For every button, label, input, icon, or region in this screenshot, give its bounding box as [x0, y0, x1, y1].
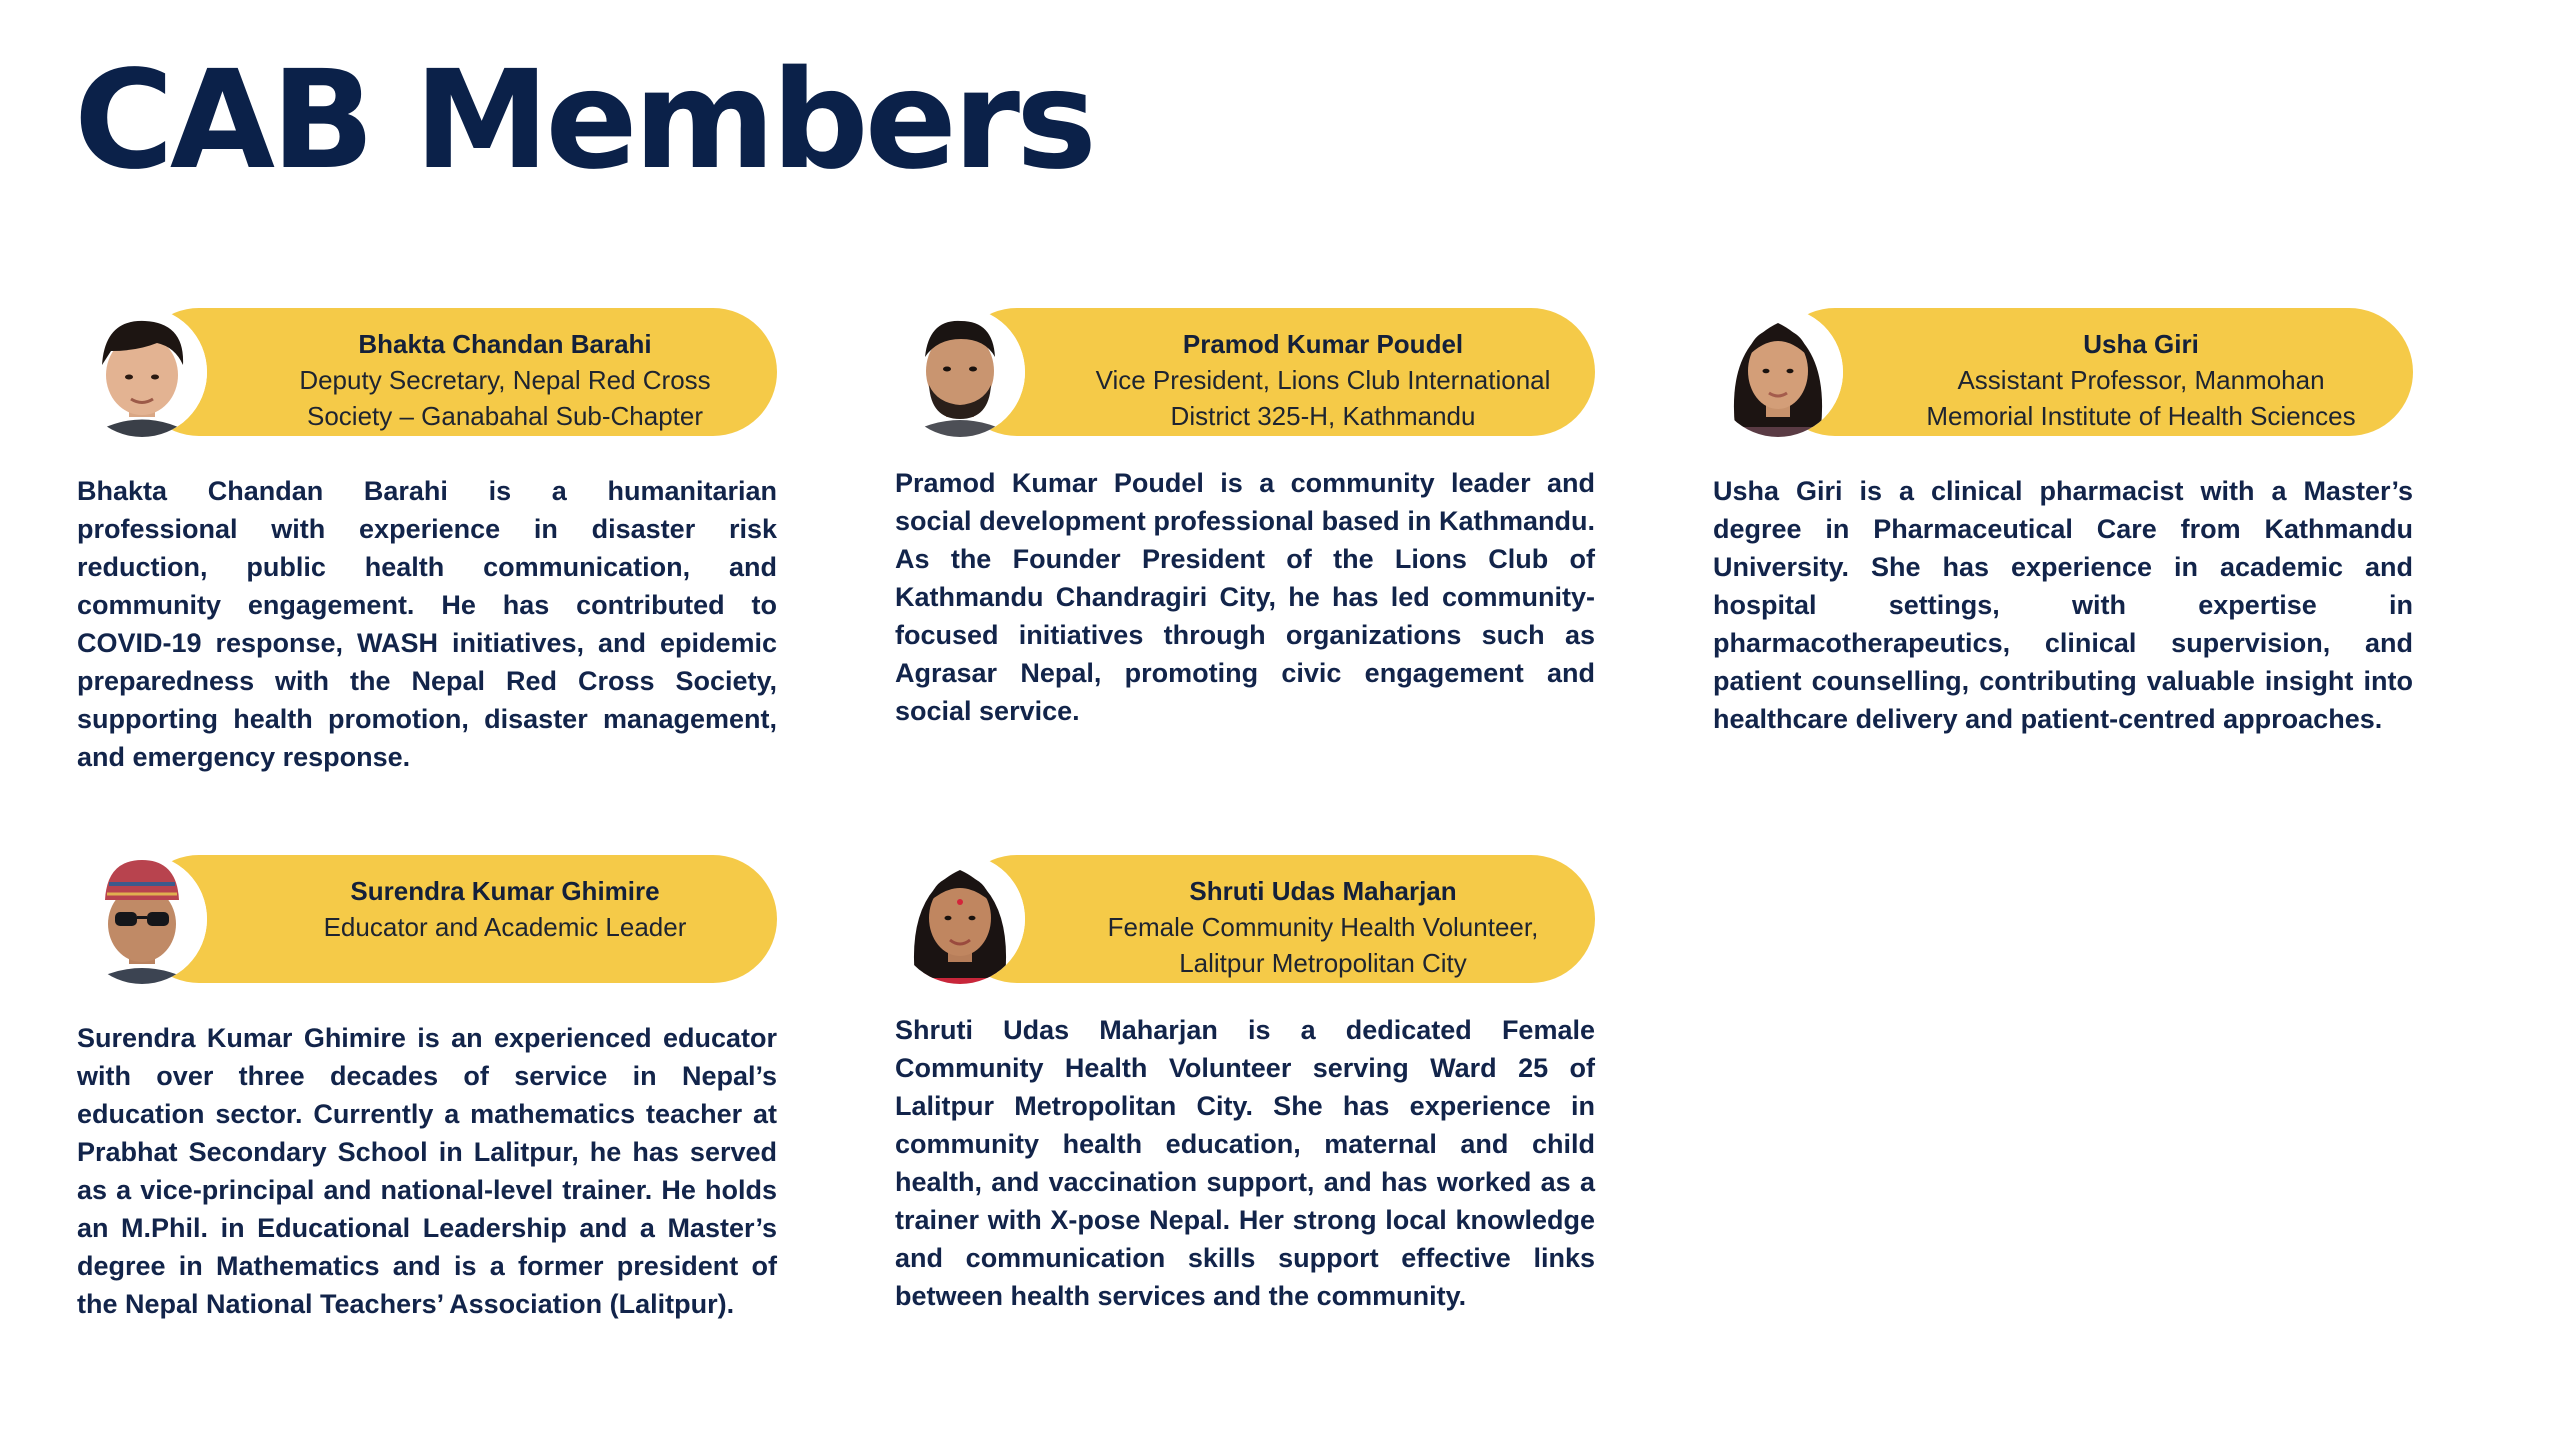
- member-name: Shruti Udas Maharjan: [1189, 876, 1457, 906]
- page-title: CAB Members: [74, 42, 1093, 200]
- member-name: Surendra Kumar Ghimire: [350, 876, 660, 906]
- member-role-line: District 325-H, Kathmandu: [1170, 401, 1476, 431]
- member-bio: Shruti Udas Maharjan is a dedicated Female Community Health Volunteer serving Ward 25 of Lalitpur Metropolitan City. She has experience in community health education, maternal and child health, and vaccination support, and has worked as a trainer with X-pose Nepal. Her strong local knowledge and communication skills support effective links between health services and the community.: [895, 1015, 1595, 1311]
- member-role-line: Educator and Academic Leader: [323, 912, 687, 942]
- member-role-line: Deputy Secretary, Nepal Red Cross: [299, 365, 711, 395]
- member-header: [257, 873, 753, 945]
- portrait-image: [895, 854, 1025, 984]
- member-bio: Pramod Kumar Poudel is a community leader and social development professional based in Kathmandu. As the Founder President of the Lions Club of Kathmandu Chandragiri City, he has led community-focused initiatives through organizations such as Agrasar Nepal, promoting civic engagement and social service.: [895, 468, 1595, 726]
- member-header: [1075, 326, 1571, 434]
- member-header: [1075, 873, 1571, 981]
- member-role-line: Assistant Professor, Manmohan: [1957, 365, 2325, 395]
- avatar: [77, 307, 207, 437]
- member-name: Usha Giri: [2083, 329, 2199, 359]
- avatar: [1713, 307, 1843, 437]
- portrait-image: [895, 307, 1025, 437]
- avatar: [77, 854, 207, 984]
- member-bio: Surendra Kumar Ghimire is an experienced educator with over three decades of service in Nepal’s education sector. Currently a mathematics teacher at Prabhat Secondary School in Lalitpur, he has served as a vice-principal and national-level trainer. He holds an M.Phil. in Educational Leadership and a Master’s degree in Mathematics and is a former president of the Nepal National Teachers’ Association (Lalitpur).: [77, 1023, 777, 1319]
- member-role-line: Vice President, Lions Club International: [1095, 365, 1551, 395]
- member-role-line: Lalitpur Metropolitan City: [1179, 948, 1467, 978]
- member-role-line: Female Community Health Volunteer,: [1107, 912, 1539, 942]
- member-bio: Bhakta Chandan Barahi is a humanitarian professional with experience in disaster risk reduction, public health communication, and community engagement. He has contributed to COVID-19 response, WASH initiatives, and epidemic preparedness with the Nepal Red Cross Society, supporting health promotion, disaster management, and emergency response.: [77, 476, 777, 772]
- member-name: Pramod Kumar Poudel: [1182, 329, 1464, 359]
- avatar: [895, 307, 1025, 437]
- avatar: [895, 854, 1025, 984]
- member-bio: Usha Giri is a clinical pharmacist with a Master’s degree in Pharmaceutical Care from Kathmandu University. She has experience in academic and hospital settings, with expertise in pharmacotherapeutics, clinical supervision, and patient counselling, contributing valuable insight into healthcare delivery and patient-centred approaches.: [1713, 476, 2413, 734]
- member-header: [1893, 326, 2389, 434]
- member-header: [257, 326, 753, 434]
- member-role-line: Society – Ganabahal Sub-Chapter: [306, 401, 704, 431]
- member-name: Bhakta Chandan Barahi: [358, 329, 652, 359]
- member-role-line: Memorial Institute of Health Sciences: [1926, 401, 2356, 431]
- portrait-image: [77, 307, 207, 437]
- portrait-image: [1713, 307, 1843, 437]
- portrait-image: [77, 854, 207, 984]
